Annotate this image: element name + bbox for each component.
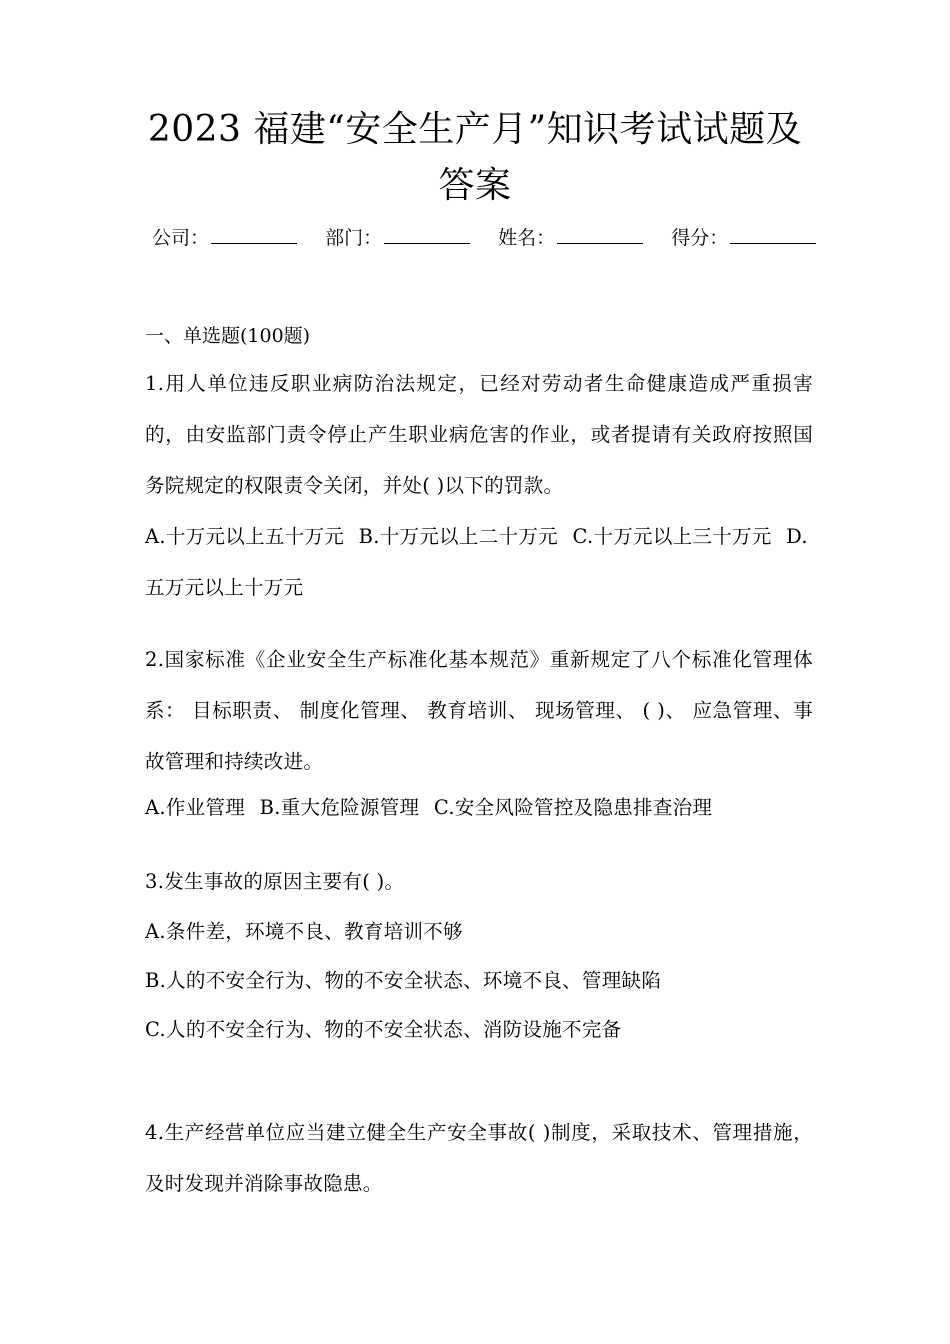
document-title (100, 102, 850, 214)
option-b: B.重大危险源管理 (259, 796, 420, 819)
score-label: 得分： (671, 227, 729, 249)
question-3-stem: 3.发生事故的原因主要有( )。 (145, 870, 405, 893)
option-a: A.作业管理 (145, 796, 246, 819)
department-field (325, 224, 470, 252)
option-c: C.安全风险管控及隐患排查治理 (433, 796, 713, 819)
score-blank (730, 225, 816, 244)
name-blank (557, 225, 643, 244)
question-3-option-c: C.人的不安全行为、物的不安全状态、消防设施不完备 (145, 1018, 622, 1041)
title-line-1: 2023 福建“安全生产月”知识考试试题及 (147, 109, 803, 150)
section-heading: 一、单选题(100题) (145, 325, 311, 347)
name-label: 姓名： (498, 227, 556, 249)
company-blank (211, 225, 297, 244)
score-field (671, 224, 816, 252)
header-fields (152, 224, 812, 252)
question-1-stem: 1.用人单位违反职业病防治法规定，已经对劳动者生命健康造成严重损害的，由安监部门责令停止产生职业病危害的作业，或者提请有关政府按照国务院规定的权限责令关闭，并处( )以下的罚款。 (145, 372, 813, 497)
option-b: B.十万元以上二十万元 (358, 525, 558, 548)
title-line-2: 答案 (438, 165, 512, 206)
question-3-option-b: B.人的不安全行为、物的不安全状态、环境不良、管理缺陷 (145, 969, 662, 992)
department-label: 部门： (325, 227, 383, 249)
company-label: 公司： (152, 227, 210, 249)
department-blank (384, 225, 470, 244)
question-1-options (145, 511, 813, 613)
question-2-stem: 2.国家标准《企业安全生产标准化基本规范》重新规定了八个标准化管理体系： 目标职责、 制度化管理、 教育培训、 现场管理、 ( )、 应急管理、事故管理和持续改进。 (145, 648, 813, 773)
question-3-option-a: A.条件差，环境不良、教育培训不够 (145, 920, 463, 943)
question-4-stem: 4.生产经营单位应当建立健全生产安全事故( )制度，采取技术、管理措施，及时发现并消除事故隐患。 (145, 1121, 813, 1195)
name-field (498, 224, 643, 252)
option-d: D.五万元以上十万元 (145, 525, 808, 599)
option-c: C.十万元以上三十万元 (572, 525, 772, 548)
company-field (152, 224, 297, 252)
question-2-options (145, 782, 813, 833)
option-a: A.十万元以上五十万元 (145, 525, 345, 548)
